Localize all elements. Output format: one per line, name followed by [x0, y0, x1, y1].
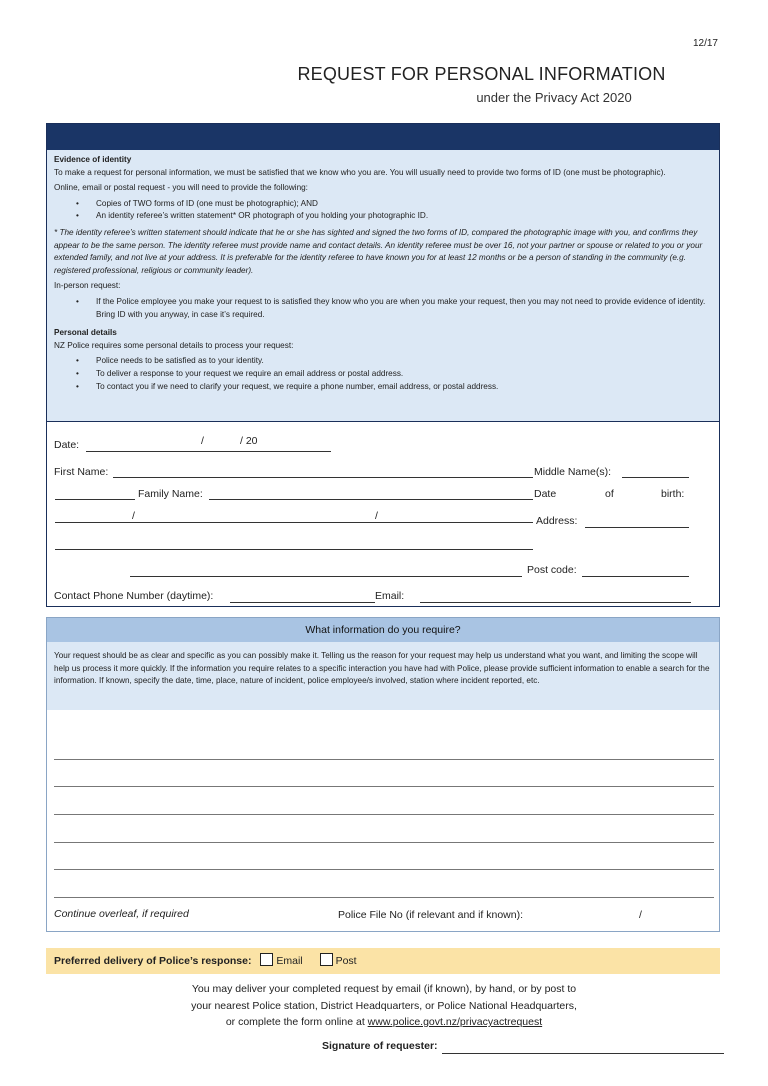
email-option-label: Email	[276, 955, 303, 967]
request-instructions: Your request should be as clear and specific as you can possibly make it. Telling us the reason for your request may help us understand what you want, and limiting the scope will help us process it more quickly. If the information you require relates to a specific interaction you have had with Police, please provide sufficient information to enable a search for the information. If known, specify the date, time, place, nature of incident, police employee/s involved, station where incident reported, etc.	[47, 642, 719, 710]
family-name-label: Family Name:	[138, 488, 203, 500]
list-item: • To deliver a response to your request we require an email address or postal address.	[96, 368, 712, 381]
request-line-2[interactable]	[54, 786, 714, 787]
inperson-request-text: In-person request:	[54, 281, 121, 291]
police-file-label: Police File No (if relevant and if known):	[338, 909, 523, 921]
first-name-field[interactable]	[113, 477, 533, 478]
date-field[interactable]	[86, 451, 331, 452]
dob-birth-label: birth:	[661, 488, 685, 500]
email-label: Email:	[375, 590, 405, 602]
police-file-separator: /	[639, 909, 642, 921]
request-header: What information do you require?	[47, 618, 719, 642]
list-item: • To contact you if we need to clarify your request, we require a phone number, email address, or postal address.	[96, 381, 712, 394]
signature-label: Signature of requester:	[322, 1040, 438, 1052]
family-name-field[interactable]	[209, 499, 533, 500]
post-code-field[interactable]	[582, 576, 689, 577]
request-line-1[interactable]	[54, 759, 714, 760]
referee-note: * The identity referee’s written statement should indicate that he or she has sighted and signed the two forms of ID, compared the photographic image with you, and confirms they appear to be the same person. The identity referee must provide name and contact details. An identity referee must be over 16, not your partner or spouse or related to you or your extended family, and not live at your address. It is preferable for the identity referee to have known you for at least 12 months or be a person of standing in the community (e.g. registered professional, religious or community leader).	[54, 227, 703, 275]
footer-line-2: your nearest Police station, District Headquarters, or Police National Headquarters,	[191, 1000, 577, 1012]
request-section	[46, 617, 720, 932]
post-option-label: Post	[335, 955, 357, 967]
list-item: • If the Police employee you make your request to is satisfied they know who you are when you make your request, then you may not need to provide evidence of identity. Bring ID with you anyway, in case it’s required.	[96, 296, 712, 321]
list-item: • Copies of TWO forms of ID (one must be photographic); AND	[96, 198, 712, 211]
list-item: • Police needs to be satisfied as to your identity.	[96, 355, 712, 368]
email-field[interactable]	[420, 602, 691, 603]
delivery-preference-bar	[46, 948, 720, 974]
address-field-2[interactable]	[55, 549, 533, 550]
post-code-label: Post code:	[527, 564, 577, 576]
online-request-text: Online, email or postal request - you will need to provide the following:	[54, 183, 308, 193]
address-field-1[interactable]	[585, 527, 689, 528]
address-label: Address:	[536, 515, 578, 527]
online-items-list	[54, 198, 712, 223]
page-title: REQUEST FOR PERSONAL INFORMATION	[297, 64, 666, 84]
dob-of-label: of	[605, 488, 614, 500]
request-line-6[interactable]	[54, 897, 714, 898]
identity-heading: Evidence of identity	[54, 155, 132, 164]
page-number: 12/17	[692, 38, 718, 49]
request-line-5[interactable]	[54, 869, 714, 870]
middle-name-field[interactable]	[622, 477, 689, 478]
section-header-bar	[47, 124, 719, 150]
inperson-items-list	[54, 296, 712, 321]
footer-line-3	[0, 1014, 768, 1031]
personal-details-intro: NZ Police requires some personal details to process your request:	[54, 340, 294, 350]
signature-field[interactable]	[442, 1053, 724, 1054]
list-item: • An identity referee’s written statement* OR photograph of you holding your photographic ID.	[96, 210, 712, 223]
request-line-3[interactable]	[54, 814, 714, 815]
date-separator: /	[201, 435, 204, 447]
page-subtitle: under the Privacy Act 2020	[476, 90, 632, 105]
request-line-4[interactable]	[54, 842, 714, 843]
delivery-label: Preferred delivery of Police’s response:	[54, 955, 252, 967]
personal-details-heading: Personal details	[54, 328, 117, 338]
phone-label: Contact Phone Number (daytime):	[54, 590, 214, 602]
first-name-label: First Name:	[54, 466, 109, 478]
middle-name-label: Middle Name(s):	[534, 466, 612, 478]
date-of-birth-field[interactable]	[55, 522, 533, 523]
identity-section	[46, 123, 720, 607]
footer-line-1: You may deliver your completed request by email (if known), by hand, or by post to	[191, 983, 577, 995]
identity-intro: To make a request for personal information, we must be satisfied that we know who you are. You will usually need to provide two forms of ID (one must be photographic).	[54, 167, 666, 177]
address-field-3[interactable]	[130, 576, 522, 577]
footer-online-text: or complete the form online at	[225, 1016, 365, 1028]
post-checkbox[interactable]	[320, 953, 333, 966]
identity-info-panel	[47, 150, 719, 422]
dob-separator-1: /	[132, 510, 135, 522]
date-year-prefix: / 20	[240, 435, 258, 447]
personal-items-list	[54, 355, 712, 393]
date-label: Date:	[54, 439, 80, 451]
family-name-prefix-field[interactable]	[55, 499, 135, 500]
dob-date-label: Date	[534, 488, 557, 500]
email-checkbox[interactable]	[260, 953, 273, 966]
dob-separator-2: /	[375, 510, 378, 522]
privacy-request-link[interactable]: www.police.govt.nz/privacyactrequest	[367, 1016, 543, 1028]
phone-field[interactable]	[230, 602, 375, 603]
continue-note: Continue overleaf, if required	[54, 908, 189, 920]
